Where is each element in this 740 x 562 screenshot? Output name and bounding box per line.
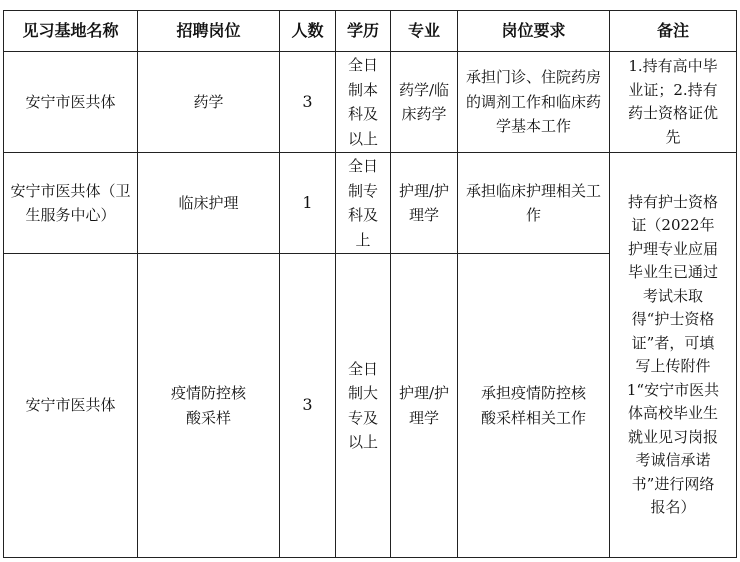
header-count: 人数 (280, 11, 336, 52)
cell-count: 3 (280, 52, 336, 153)
header-base: 见习基地名称 (4, 11, 138, 52)
cell-education (336, 254, 391, 558)
cell-base: 安宁市医共体 (4, 52, 138, 153)
cell-education-text: 全日制大专及以上 (347, 359, 378, 451)
cell-requirement: 承担临床护理相关工作 (458, 153, 610, 254)
cell-major: 药学/临床药学 (391, 52, 458, 153)
cell-education-text: 全日制本科及以上 (347, 56, 378, 148)
cell-position: 临床护理 (138, 153, 280, 254)
table-row (4, 153, 737, 254)
cell-note (610, 52, 737, 153)
header-note: 备注 (610, 11, 737, 52)
recruitment-table (3, 10, 737, 558)
header-major: 专业 (391, 11, 458, 52)
cell-requirement: 承担门诊、住院药房的调剂工作和临床药学基本工作 (458, 52, 610, 153)
cell-note-text: 1.持有高中毕业证；2.持有药士资格证优先 (627, 57, 718, 146)
cell-major: 护理/护理学 (391, 153, 458, 254)
cell-education-text: 全日制专科及上 (347, 157, 378, 249)
table-row (4, 52, 737, 153)
cell-position-text: 疫情防控核酸采样 (171, 384, 247, 427)
header-row (4, 11, 737, 52)
cell-position (138, 254, 280, 558)
cell-shared-note (610, 153, 737, 558)
cell-count: 3 (280, 254, 336, 558)
header-position: 招聘岗位 (138, 11, 280, 52)
cell-base: 安宁市医共体（卫生服务中心） (4, 153, 138, 254)
cell-count: 1 (280, 153, 336, 254)
header-education: 学历 (336, 11, 391, 52)
cell-requirement (458, 254, 610, 558)
cell-shared-note-text: 持有护士资格证（2022年护理专业应届毕业生已通过考试未取得“护士资格证”者，可填写上传附件1“安宁市医共体高校毕业生就业见习岗报考诚信承诺书”进行网络报名） (626, 192, 720, 516)
cell-base: 安宁市医共体 (4, 254, 138, 558)
cell-education (336, 52, 391, 153)
cell-education (336, 153, 391, 254)
cell-position: 药学 (138, 52, 280, 153)
header-requirement: 岗位要求 (458, 11, 610, 52)
cell-requirement-text: 承担疫情防控核酸采样相关工作 (481, 384, 587, 427)
cell-major: 护理/护理学 (391, 254, 458, 558)
